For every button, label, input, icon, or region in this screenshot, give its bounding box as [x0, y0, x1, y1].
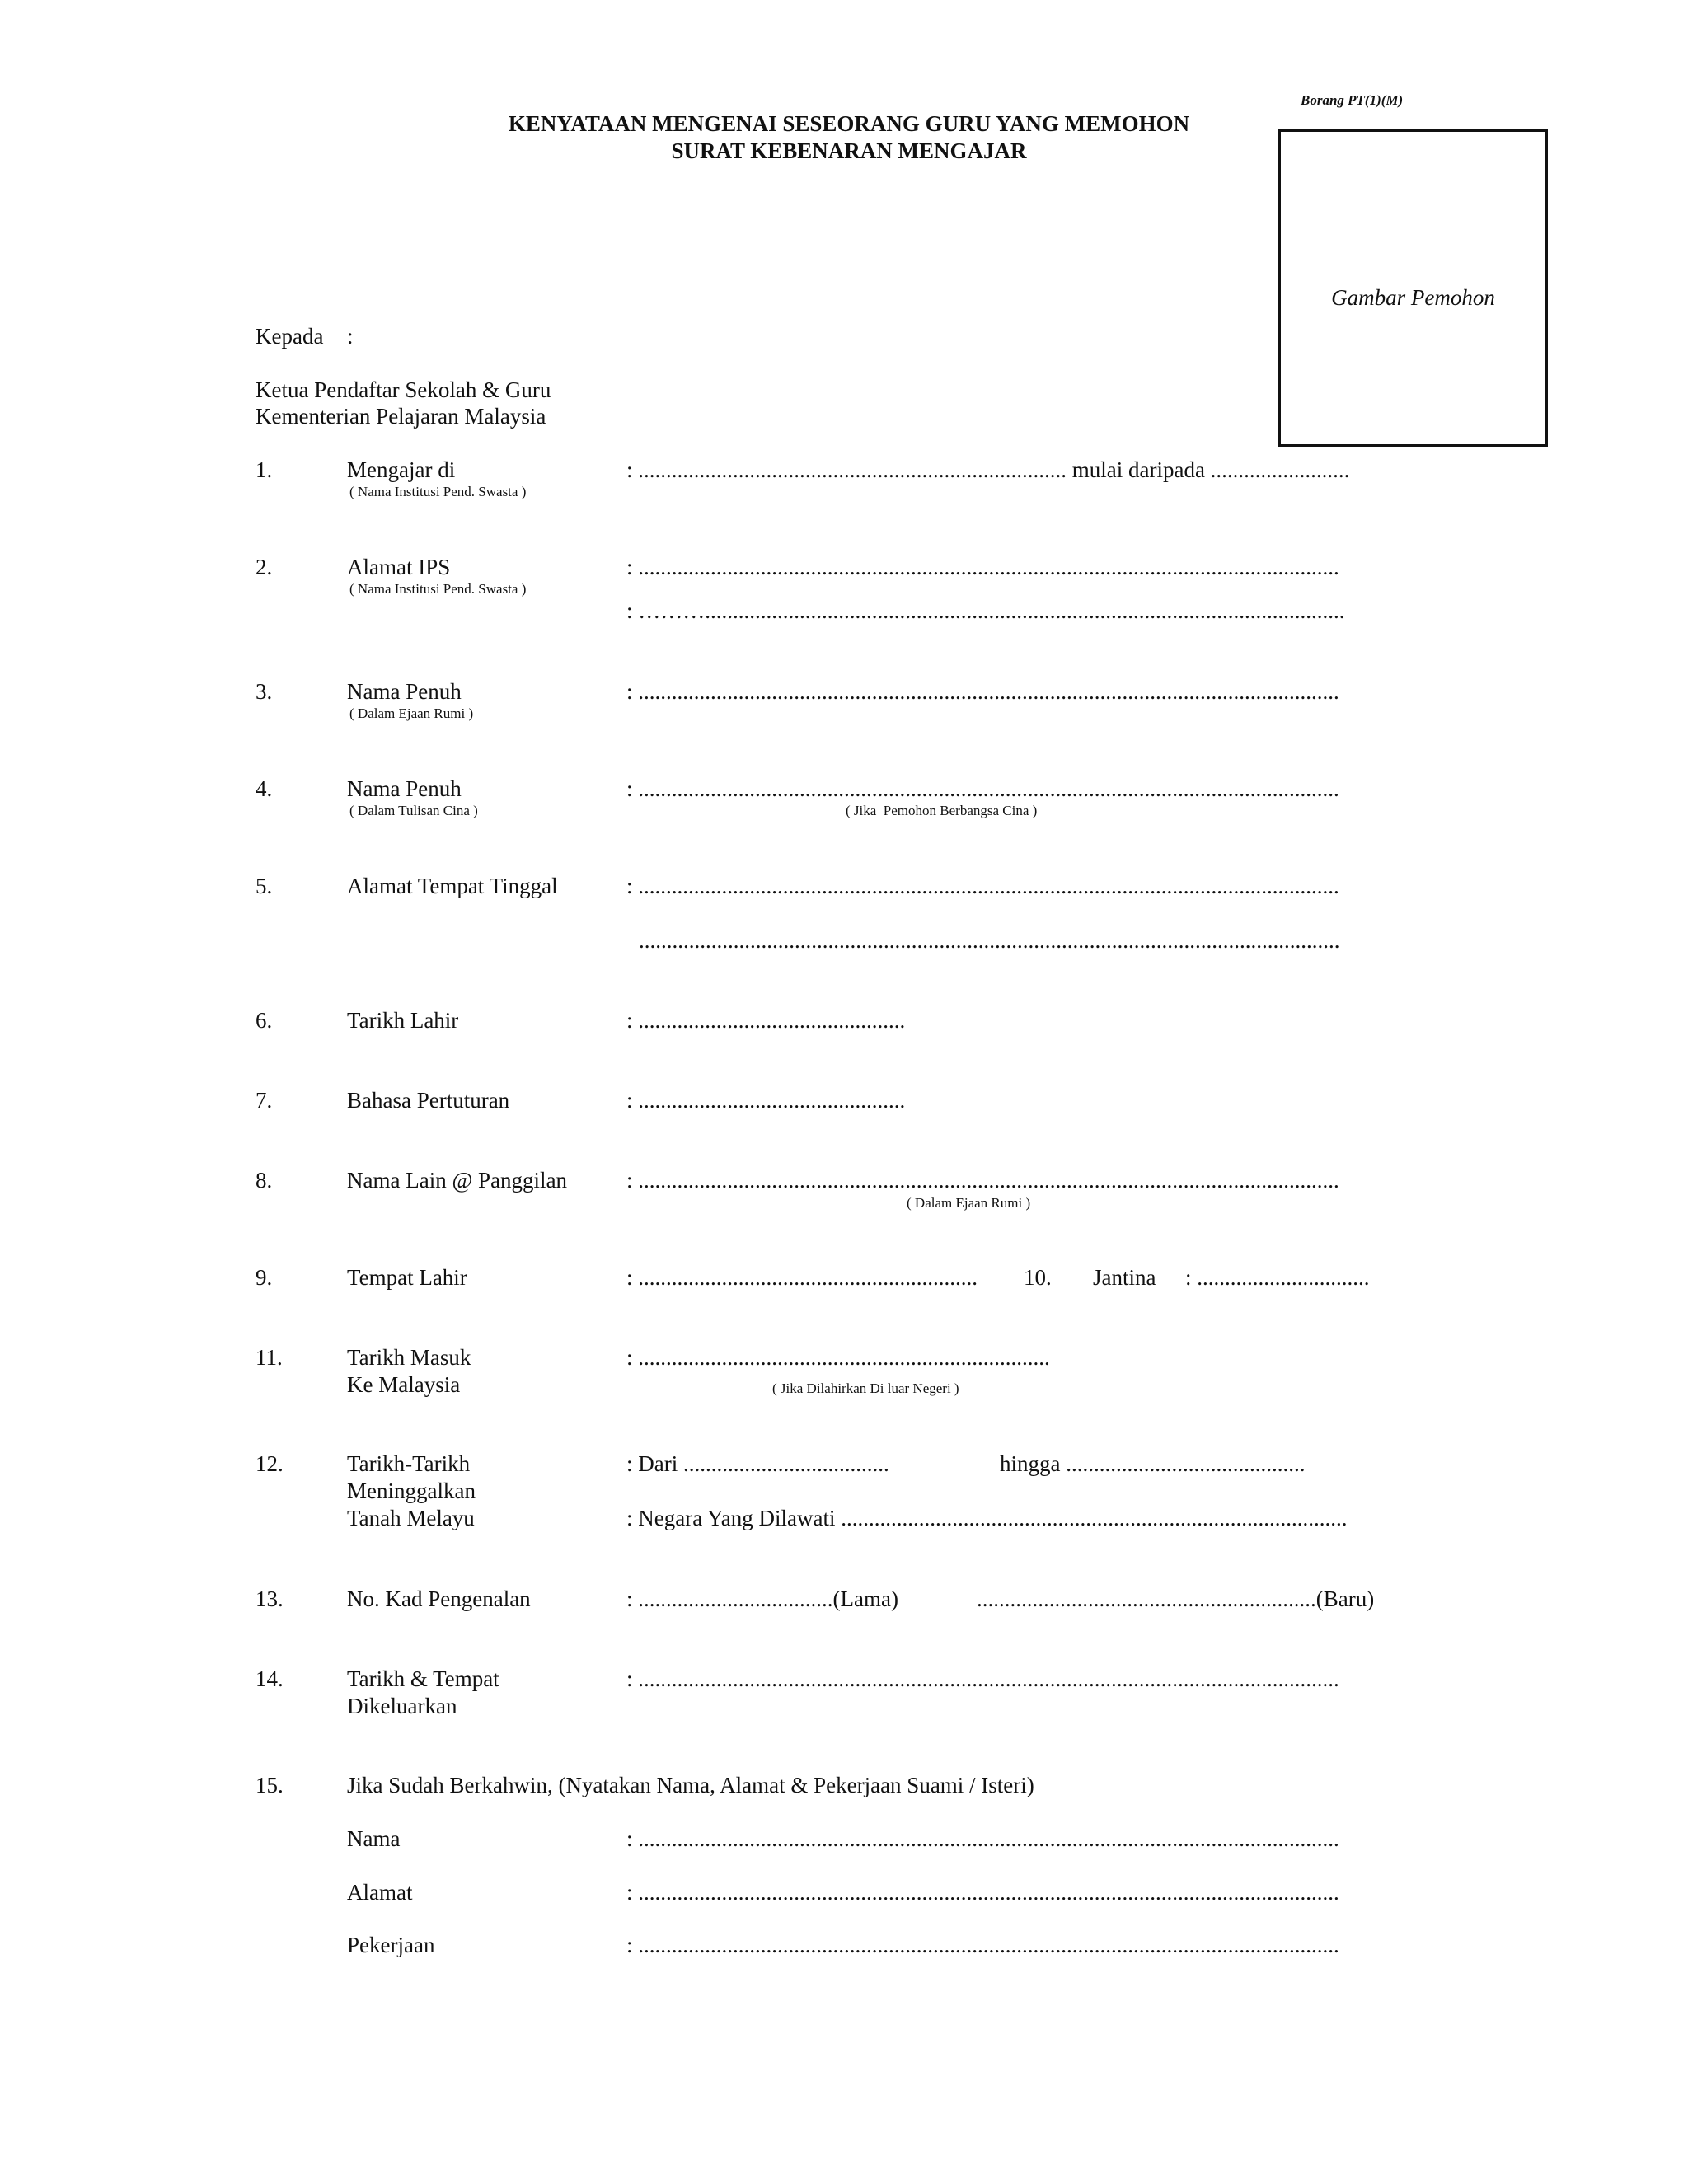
- value-note: ( Dalam Ejaan Rumi ): [907, 1195, 1031, 1211]
- field-label-issue-date-place-2: Dikeluarkan: [347, 1694, 457, 1718]
- field-number: 5.: [256, 874, 273, 898]
- field-number: 11.: [256, 1345, 283, 1370]
- field-label-full-name-chinese: Nama Penuh: [347, 776, 462, 801]
- spouse-name-field[interactable]: : ..............................................................................................................................: [626, 1826, 1339, 1851]
- entry-date-field[interactable]: : ..........................................................................: [626, 1345, 1050, 1370]
- issue-date-place-field[interactable]: : ..............................................................................................................................: [626, 1666, 1339, 1691]
- field-label-ips-address: Alamat IPS: [347, 555, 451, 579]
- gender-field[interactable]: : ...............................: [1185, 1265, 1370, 1290]
- spouse-occupation-label: Pekerjaan: [347, 1933, 435, 1957]
- form-title-line2: SURAT KEBENARAN MENGAJAR: [671, 138, 1027, 163]
- field-label-issue-date-place: Tarikh & Tempat: [347, 1666, 499, 1691]
- full-name-chinese-field[interactable]: : ..............................................................................................................................: [626, 776, 1339, 801]
- field-number: 1.: [256, 457, 273, 482]
- field-number: 15.: [256, 1773, 284, 1797]
- field-number: 9.: [256, 1265, 273, 1290]
- ic-old-field[interactable]: : ...................................(Lama): [626, 1586, 898, 1611]
- field-note: ( Dalam Tulisan Cina ): [349, 803, 478, 818]
- teaching-at-field[interactable]: : ............................................................................. mulai daripada .........................: [626, 457, 1350, 482]
- spouse-section-heading: Jika Sudah Berkahwin, (Nyatakan Nama, Alamat & Pekerjaan Suami / Isteri): [347, 1773, 1034, 1797]
- ic-new-field[interactable]: .............................................................(Baru): [977, 1586, 1375, 1611]
- field-number: 7.: [256, 1088, 273, 1113]
- field-number: 10.: [1024, 1265, 1052, 1290]
- departure-from-field[interactable]: : Dari .....................................: [626, 1451, 889, 1476]
- spoken-language-field[interactable]: : ................................................: [626, 1088, 906, 1113]
- form-title-line1: KENYATAAN MENGENAI SESEORANG GURU YANG MEMOHON: [508, 111, 1190, 136]
- field-number: 2.: [256, 555, 273, 579]
- field-label-birth-place: Tempat Lahir: [347, 1265, 467, 1290]
- field-label-full-name: Nama Penuh: [347, 679, 462, 704]
- value-note: ( Jika Pemohon Berbangsa Cina ): [846, 803, 1038, 818]
- field-note: ( Nama Institusi Pend. Swasta ): [349, 484, 527, 499]
- field-label-spoken-language: Bahasa Pertuturan: [347, 1088, 510, 1113]
- spouse-address-field[interactable]: : ..............................................................................................................................: [626, 1880, 1339, 1905]
- field-label-other-name: Nama Lain @ Panggilan: [347, 1168, 568, 1193]
- field-number: 3.: [256, 679, 273, 704]
- addressee-line1: Ketua Pendaftar Sekolah & Guru: [256, 377, 551, 402]
- field-label-departure-dates-2: Meninggalkan: [347, 1479, 476, 1503]
- field-label-departure-dates-3: Tanah Melayu: [347, 1506, 475, 1530]
- ips-address-field-1[interactable]: : ..............................................................................................................................: [626, 555, 1339, 579]
- photo-label: Gambar Pemohon: [1331, 285, 1495, 310]
- field-label-entry-date: Tarikh Masuk: [347, 1345, 471, 1370]
- addressee-label: Kepada: [256, 324, 324, 349]
- spouse-occupation-field[interactable]: : ..............................................................................................................................: [626, 1933, 1339, 1957]
- addressee-line2: Kementerian Pelajaran Malaysia: [256, 404, 546, 429]
- full-name-rumi-field[interactable]: : ..............................................................................................................................: [626, 679, 1339, 704]
- field-label-gender: Jantina: [1093, 1265, 1156, 1290]
- spouse-address-label: Alamat: [347, 1880, 413, 1905]
- field-number: 13.: [256, 1586, 284, 1611]
- applicant-photo-box[interactable]: [1278, 129, 1548, 447]
- other-name-field[interactable]: : ..............................................................................................................................: [626, 1168, 1339, 1193]
- field-label-entry-date-2: Ke Malaysia: [347, 1372, 461, 1397]
- birth-date-field[interactable]: : ................................................: [626, 1008, 906, 1033]
- field-label-departure-dates: Tarikh-Tarikh: [347, 1451, 471, 1476]
- field-number: 14.: [256, 1666, 284, 1691]
- spouse-name-label: Nama: [347, 1826, 401, 1851]
- field-label-birth-date: Tarikh Lahir: [347, 1008, 459, 1033]
- ips-address-field-2[interactable]: : ………...................................................................................................................: [626, 598, 1345, 623]
- field-number: 6.: [256, 1008, 273, 1033]
- field-number: 4.: [256, 776, 273, 801]
- residential-address-field-1[interactable]: : ..............................................................................................................................: [626, 874, 1339, 898]
- field-label-residential-address: Alamat Tempat Tinggal: [347, 874, 558, 898]
- field-label-ic-number: No. Kad Pengenalan: [347, 1586, 531, 1611]
- field-note: ( Nama Institusi Pend. Swasta ): [349, 581, 527, 597]
- field-number: 12.: [256, 1451, 284, 1476]
- field-note: ( Dalam Ejaan Rumi ): [349, 705, 474, 721]
- addressee-colon: :: [347, 324, 354, 349]
- residential-address-field-2[interactable]: ..............................................................................................................................: [639, 928, 1340, 953]
- field-label-teaching-at: Mengajar di: [347, 457, 456, 482]
- birth-place-field[interactable]: : .............................................................: [626, 1265, 978, 1290]
- form-code: Borang PT(1)(M): [1301, 92, 1404, 108]
- value-note: ( Jika Dilahirkan Di luar Negeri ): [772, 1380, 959, 1396]
- countries-visited-field[interactable]: : Negara Yang Dilawati ...........................................................................................: [626, 1506, 1348, 1530]
- field-number: 8.: [256, 1168, 273, 1193]
- departure-until-field[interactable]: hingga ...........................................: [1000, 1451, 1306, 1476]
